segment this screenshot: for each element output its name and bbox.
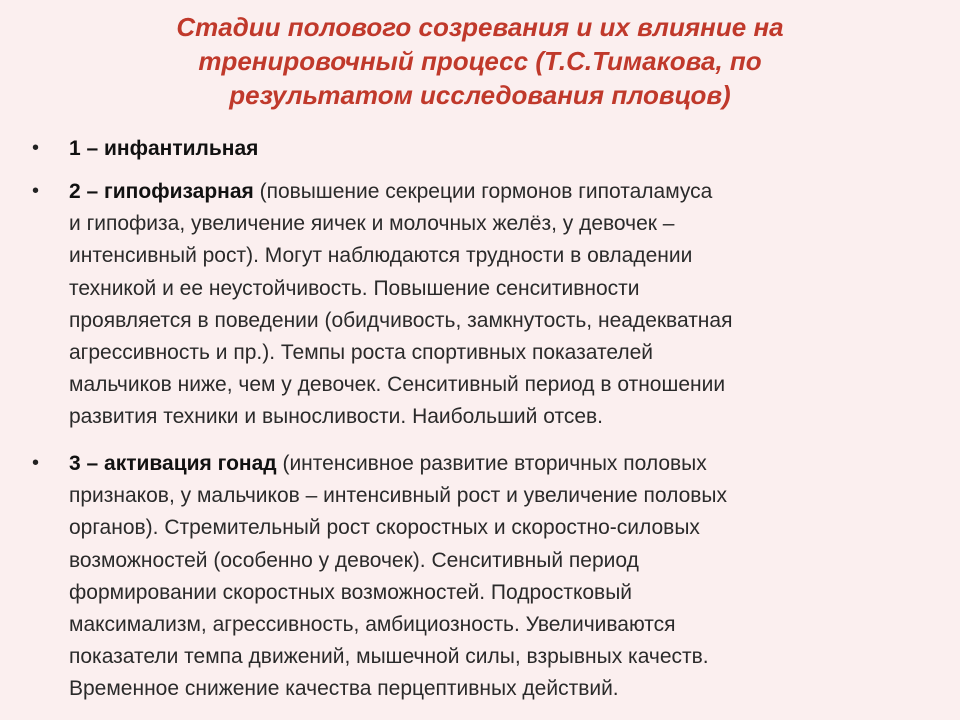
title-line: результатом исследования пловцов) bbox=[229, 80, 731, 110]
stage-description-line: признаков, у мальчиков – интенсивный рост и увеличение половых bbox=[69, 484, 727, 508]
stage-description-line: и гипофиза, увеличение яичек и молочных желёз, у девочек – bbox=[69, 212, 675, 236]
stage-description-line: органов). Стремительный рост скоростных и скоростно-силовых bbox=[69, 516, 700, 540]
title-line: тренировочный процесс (Т.С.Тимакова, по bbox=[198, 46, 762, 76]
stage-description-line: проявляется в поведении (обидчивость, замкнутость, неадекватная bbox=[69, 308, 733, 332]
stage-description-start: (интенсивное развитие вторичных половых bbox=[276, 452, 707, 475]
stage-description-start: (повышение секреции гормонов гипоталамуса bbox=[253, 180, 713, 203]
title-line: Стадии полового созревания и их влияние на bbox=[176, 12, 784, 42]
stage-heading: 1 – инфантильная bbox=[69, 137, 259, 160]
stage-description-line: мальчиков ниже, чем у девочек. Сенситивный период в отношении bbox=[69, 373, 726, 397]
stage-heading: 3 – активация гонад bbox=[69, 452, 277, 475]
stage-text bbox=[69, 133, 949, 165]
stage-first-line bbox=[69, 133, 949, 165]
stage-first-line bbox=[69, 448, 949, 480]
bullet-dot-icon: • bbox=[32, 137, 40, 159]
bullet-dot-icon: • bbox=[32, 180, 40, 202]
stage-description-line: интенсивный рост). Могут наблюдаются трудности в овладении bbox=[69, 244, 693, 268]
stage-description-line: формировании скоростных возможностей. Подростковый bbox=[69, 580, 633, 604]
stage-description-line: Временное снижение качества перцептивных действий. bbox=[69, 677, 619, 701]
stage-heading: 2 – гипофизарная bbox=[69, 180, 254, 203]
stage-description-line: максимализм, агрессивность, амбициозность. Увеличиваются bbox=[69, 613, 676, 637]
stage-text bbox=[69, 176, 949, 434]
stage-first-line bbox=[69, 176, 949, 208]
stage-description-line: техникой и ее неустойчивость. Повышение сенситивности bbox=[69, 276, 640, 300]
stage-description-line: возможностей (особенно у девочек). Сенситивный период bbox=[69, 548, 639, 572]
stage-description-line: развития техники и выносливости. Наибольший отсев. bbox=[69, 405, 603, 429]
stage-text bbox=[69, 448, 949, 706]
stage-description-line: показатели темпа движений, мышечной силы, взрывных качеств. bbox=[69, 645, 709, 669]
bullet-dot-icon: • bbox=[32, 452, 40, 474]
stage-description-line: агрессивность и пр.). Темпы роста спортивных показателей bbox=[69, 341, 654, 365]
